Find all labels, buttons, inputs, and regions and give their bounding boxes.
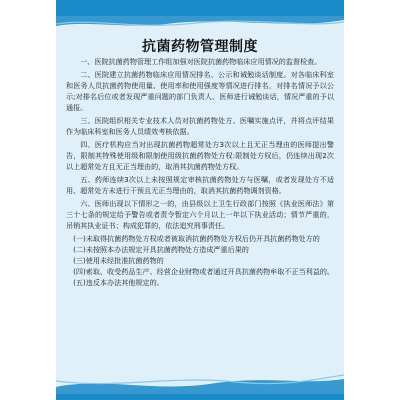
list-item: (一)未取得抗菌药物处方权或者被取消抗菌药物处方权后仍开具抗菌药物处方的 — [73, 234, 320, 243]
bottom-color-band — [56, 394, 344, 400]
list-item: (五)违反本办法其他规定的。 — [73, 278, 164, 287]
bottom-wave-decoration — [56, 373, 344, 395]
regulation-body — [66, 56, 334, 288]
paragraph: 二、医院建立抗菌药物临床应用情况排名、公示和诫勉谈话制度。对各临床科室和医务人员抗菌药物使用量、使用率和使用强度等情况进行排名，对排名情况予以公示;对排名后位或者发现严重问题的部门负责人、医师进行诫勉谈话，情况严重的予以通报。 — [66, 70, 334, 112]
paragraph: 三、医院组织相关专业技术人员对抗菌药物处方、医嘱实施点评，并将点评结果作为临床科室和医务人员绩效考核依据。 — [66, 116, 334, 136]
paragraph: 四、医疗机构应当对出现抗菌药物超常处方3次以上且无正当理由的医师提出警告，限制其特殊使用级和限制使用级抗菌药物处方权:限制处方权后，仍连续出现2次以上超常处方且无正当理由的，取消其抗菌药物处方权。 — [66, 140, 334, 171]
top-wave-decoration — [56, 14, 344, 32]
list-item: (四)索取、收受药品生产、经营企业财物或者通过开具抗菌药物牟取不正当利益的。 — [73, 267, 335, 276]
paragraph: 五、药师连续3次以上未按照规定审核抗菌药物处方与医嘱，或者发现处方不适用、超常处方未进行干预且无正当理由的，取消其抗菌药物调剂资格。 — [66, 175, 334, 195]
page-title: 抗菌药物管理制度 — [142, 39, 258, 55]
paragraph: 一、医院抗菌药物管理工作组加强对医院抗菌药物临床应用情况的监督检查。 — [80, 57, 322, 66]
list-item: (二)未按照本办法规定开具抗菌药物处方造成严重后果的 — [73, 245, 249, 254]
regulation-board — [56, 0, 344, 400]
list-item: (三)使用未经批准抗菌药物的 — [73, 256, 164, 265]
paragraph: 六、医师出现以下情形之一的，由县级以上卫生行政部门按照《执业医师法》第三十七条的规定给予警告或者责令暂定六个月以上一年以下执业活动；情节严重的，吊销其执业证书；构成犯罪的，依法追究刑事责任。 — [66, 199, 334, 230]
